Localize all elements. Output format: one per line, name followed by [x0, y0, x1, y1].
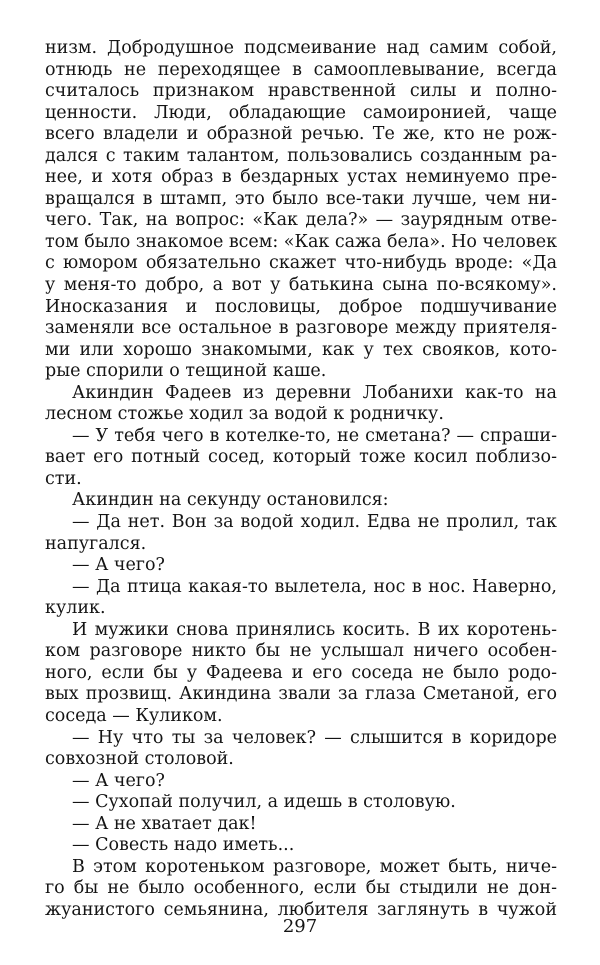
text-line: ценности. Люди, обладающие самоиронией, чаще — [45, 102, 557, 123]
text-line: — А чего? — [72, 770, 165, 791]
text-line: — А чего? — [72, 555, 165, 576]
text-line: том было знакомое всем: «Как сажа бела». Но человек — [45, 231, 557, 252]
text-line: рые спорили о тещиной каше. — [45, 361, 327, 382]
text-line: отнюдь не переходящее в самооплевывание, всегда — [45, 59, 557, 80]
text-line: соседа — Куликом. — [45, 705, 223, 726]
text-line: всего владели и образной речью. Те же, кто не рож- — [45, 124, 557, 145]
text-line: Акиндин Фадеев из деревни Лобанихи как-то на — [72, 382, 557, 403]
text-line: кулик. — [45, 598, 106, 619]
text-line: И мужики снова принялись косить. В их коротень- — [72, 619, 557, 640]
text-line: Акиндин на секунду остановился: — [72, 490, 389, 511]
text-line: у меня-то добро, а вот у батькина сына по-всякому». — [45, 275, 557, 296]
text-line: — Да птица какая-то вылетела, нос в нос. Наверно, — [72, 576, 557, 597]
text-line: чего. Так, на вопрос: «Как дела?» — заурядным отве- — [45, 210, 557, 231]
text-line: Иносказания и пословицы, доброе подшучивание — [45, 296, 557, 317]
text-line: — Да нет. Вон за водой ходил. Едва не пролил, так — [72, 512, 557, 533]
text-line: дался с таким талантом, пользовались созданным ра- — [45, 145, 557, 166]
text-line: ком разговоре никто бы не услышал ничего особен- — [45, 641, 557, 662]
text-line: жуанистого семьянина, любителя заглянуть в чужой — [45, 899, 557, 920]
text-line: низм. Добродушное подсмеивание над самим собой, — [45, 38, 557, 58]
text-line: совхозной столовой. — [45, 749, 234, 770]
text-line: — Сухопай получил, а идешь в столовую. — [72, 792, 456, 813]
text-line: вых прозвищ. Акиндина звали за глаза Сметаной, его — [45, 684, 557, 705]
text-line: го бы не было особенного, если бы стыдили не дон- — [45, 878, 557, 899]
page-number: 297 — [282, 916, 318, 937]
text-line: вращался в штамп, это было все-таки лучше, чем ни- — [45, 188, 557, 209]
text-line: — А не хватает дак! — [72, 813, 257, 834]
text-line: — Совесть надо иметь... — [72, 835, 295, 856]
text-line: — Ну что ты за человек? — слышится в коридоре — [72, 727, 557, 748]
body-text — [45, 38, 557, 921]
text-line: — У тебя чего в котелке-то, не сметана? — спраши- — [72, 425, 557, 446]
text-line: вает его потный сосед, который тоже косил поблизо- — [45, 447, 557, 468]
text-line: заменяли все остальное в разговоре между приятеля- — [45, 318, 557, 339]
text-line: ми или хорошо знакомыми, как у тех свояков, кото- — [45, 339, 557, 360]
text-line: ного, если бы у Фадеева и его соседа не было родо- — [45, 662, 557, 683]
text-line: В этом коротеньком разговоре, может быть, ниче- — [72, 856, 557, 877]
text-line: лесном стожье ходил за водой к родничку. — [45, 404, 444, 425]
text-line: нее, и хотя образ в бездарных устах неминуемо пре- — [45, 167, 557, 188]
text-line: считалось признаком нравственной силы и полно- — [45, 81, 557, 102]
text-line: напугался. — [45, 533, 147, 554]
text-line: сти. — [45, 468, 82, 489]
text-line: с юмором обязательно скажет что-нибудь вроде: «Да — [45, 253, 557, 274]
